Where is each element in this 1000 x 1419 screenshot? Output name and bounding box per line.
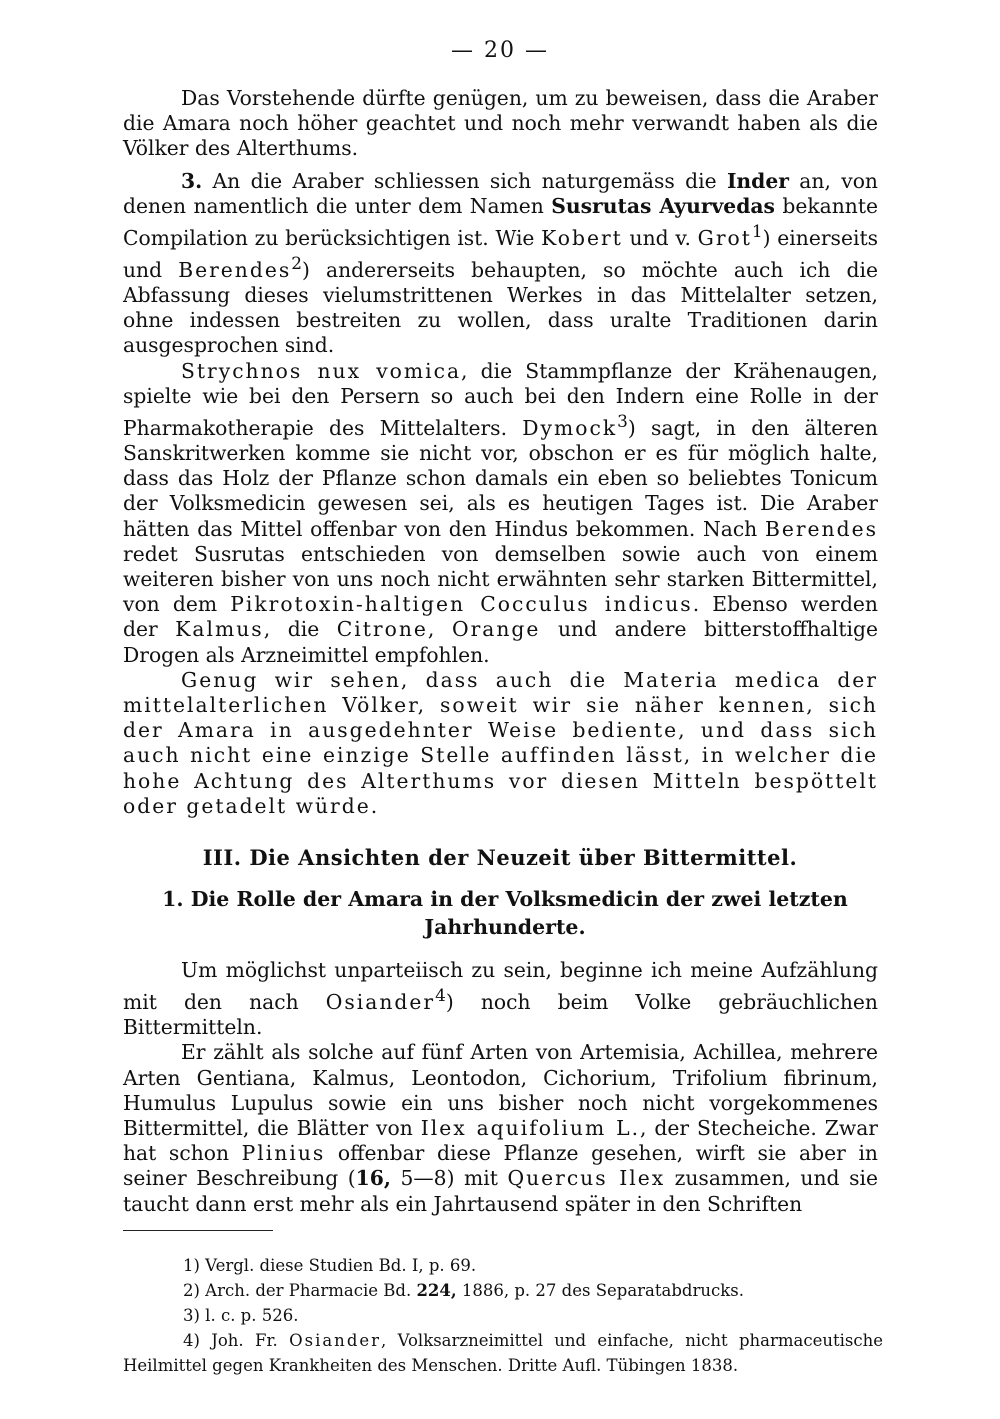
paragraph-osiander: Um möglichst unparteiisch zu sein, beginne ich meine Aufzählung mit den nach Osiander$^4$) noch beim Volke gebräuchlichen Bittermitteln. bbox=[123, 958, 878, 1040]
author-kobert: Kobert bbox=[541, 225, 623, 250]
author-grot: Grot bbox=[697, 225, 752, 250]
paragraph-inder: 3. An die Araber schliessen sich naturgemäss die Inder an, von denen namentlich die unter dem Namen Susrutas Ayurvedas bekannte Compilation zu berücksichtigen ist. Wie Kobert und v. Grot$^1$) einerseits und Berendes$^2$) andererseits behaupten, so möchte auch ich die Abfassung dieses vielumstrittenen Werkes in das Mittelalter setzen, ohne indessen bestreiten zu wollen, dass uralte Traditionen darin ausgesprochen sind. bbox=[123, 168, 878, 358]
author-dymock: Dymock bbox=[522, 415, 618, 440]
term-inder: Inder bbox=[726, 168, 789, 193]
footnote-ref-2[interactable]: 2 bbox=[291, 252, 303, 273]
term-pikrotoxin: Pikrotoxin-haltigen Cocculus indicus bbox=[230, 592, 693, 617]
term-orange: Orange bbox=[451, 617, 541, 642]
footnote-ref-4[interactable]: 4 bbox=[435, 985, 446, 1006]
body-section-2 bbox=[123, 958, 878, 1217]
reference-16: 16, bbox=[355, 1166, 391, 1191]
paragraph-intro: Das Vorstehende dürfte genügen, um zu beweisen, dass die Araber die Amara noch höher geachtet und noch mehr verwandt haben als die Völker des Alterthums. bbox=[123, 86, 878, 161]
footnote-2: 2) Arch. der Pharmacie Bd. 224, 1886, p. 27 des Separatabdrucks. bbox=[183, 1281, 744, 1300]
author-berendes: Berendes bbox=[178, 257, 292, 282]
term-kalmus: Kalmus bbox=[175, 617, 264, 642]
page-number: — 20 — bbox=[451, 38, 549, 63]
footnotes bbox=[123, 1253, 883, 1378]
paragraph-genug: Genug wir sehen, dass auch die Materia medica der mittelalterlichen Völker, soweit wir sie näher kennen, sich der Amara in ausgedehnter Weise bediente, und dass sich auch nicht eine einzige Stelle auffinden lässt, in welcher die hohe Achtung des Alterthums vor diesen Mitteln bespöttelt oder getadelt würde. bbox=[123, 667, 878, 818]
paragraph-strychnos: Strychnos nux vomica, die Stammpflanze der Krähenaugen, spielte wie bei den Persern so auch bei den Indern eine Rolle in der Pharmakotherapie des Mittelalters. Dymock$^3$) sagt, in den älteren Sanskritwerken komme sie nicht vor, obschon er es für möglich halte, dass das Holz der Pflanze schon damals ein eben so beliebtes Tonicum der Volksmedicin gewesen sei, als es heutigen Tages ist. Die Araber hätten das Mittel offenbar von den Hindus bekommen. Nach Berendes redet Susrutas entschieden von demselben sowie auch von einem weiteren bisher von uns noch nicht erwähnten sehr starken Bittermittel, von dem Pikrotoxin-haltigen Cocculus indicus. Ebenso werden der Kalmus, die Citrone, Orange und andere bitterstoffhaltige Drogen als Arzneimittel empfohlen. bbox=[123, 358, 878, 667]
term-citrone: Citrone bbox=[336, 617, 428, 642]
footnote-divider bbox=[123, 1230, 273, 1231]
term-strychnos: Strychnos nux vomica bbox=[181, 358, 462, 383]
body-section-1 bbox=[123, 86, 878, 819]
footnote-ref-1[interactable]: 1 bbox=[751, 221, 763, 242]
term-quercus: Quercus Ilex bbox=[507, 1166, 666, 1191]
author-berendes-2: Berendes bbox=[764, 516, 878, 541]
paragraph-number: 3. bbox=[181, 168, 203, 193]
paragraph-artemisia: Er zählt als solche auf fünf Arten von Artemisia, Achillea, mehrere Arten Gentiana, Kalmus, Leontodon, Cichorium, Trifolium fibrinum, Humulus Lupulus sowie ein uns bisher noch nicht vorgekommenes Bittermittel, die Blätter von Ilex aquifolium L., der Stecheiche. Zwar hat schon Plinius offenbar diese Pflanze gesehen, wirft sie aber in seiner Beschreibung (16, 5—8) mit Quercus Ilex zusammen, und sie taucht dann erst mehr als ein Jahrtausend später in den Schriften bbox=[123, 1040, 878, 1216]
term-susrutas: Susrutas Ayurvedas bbox=[551, 193, 775, 218]
sub-heading: 1. Die Rolle der Amara in der Volksmedicin der zwei letzten Jahrhunderte. bbox=[162, 887, 848, 939]
section-heading: III. Die Ansichten der Neuzeit über Bittermittel. bbox=[202, 845, 798, 870]
footnote-4: 4) Joh. Fr. Osiander, Volksarzneimittel und einfache, nicht pharmaceutische Heilmittel gegen Krankheiten des Menschen. Dritte Aufl. Tübingen 1838. bbox=[123, 1331, 883, 1375]
footnote-ref-3[interactable]: 3 bbox=[617, 410, 628, 431]
author-osiander: Osiander bbox=[325, 989, 436, 1014]
footnote-1: 1) Vergl. diese Studien Bd. I, p. 69. bbox=[183, 1256, 477, 1275]
footnote-3: 3) l. c. p. 526. bbox=[183, 1306, 299, 1325]
author-plinius: Plinius bbox=[241, 1141, 326, 1166]
term-ilex: Ilex aquifolium L. bbox=[420, 1115, 641, 1140]
